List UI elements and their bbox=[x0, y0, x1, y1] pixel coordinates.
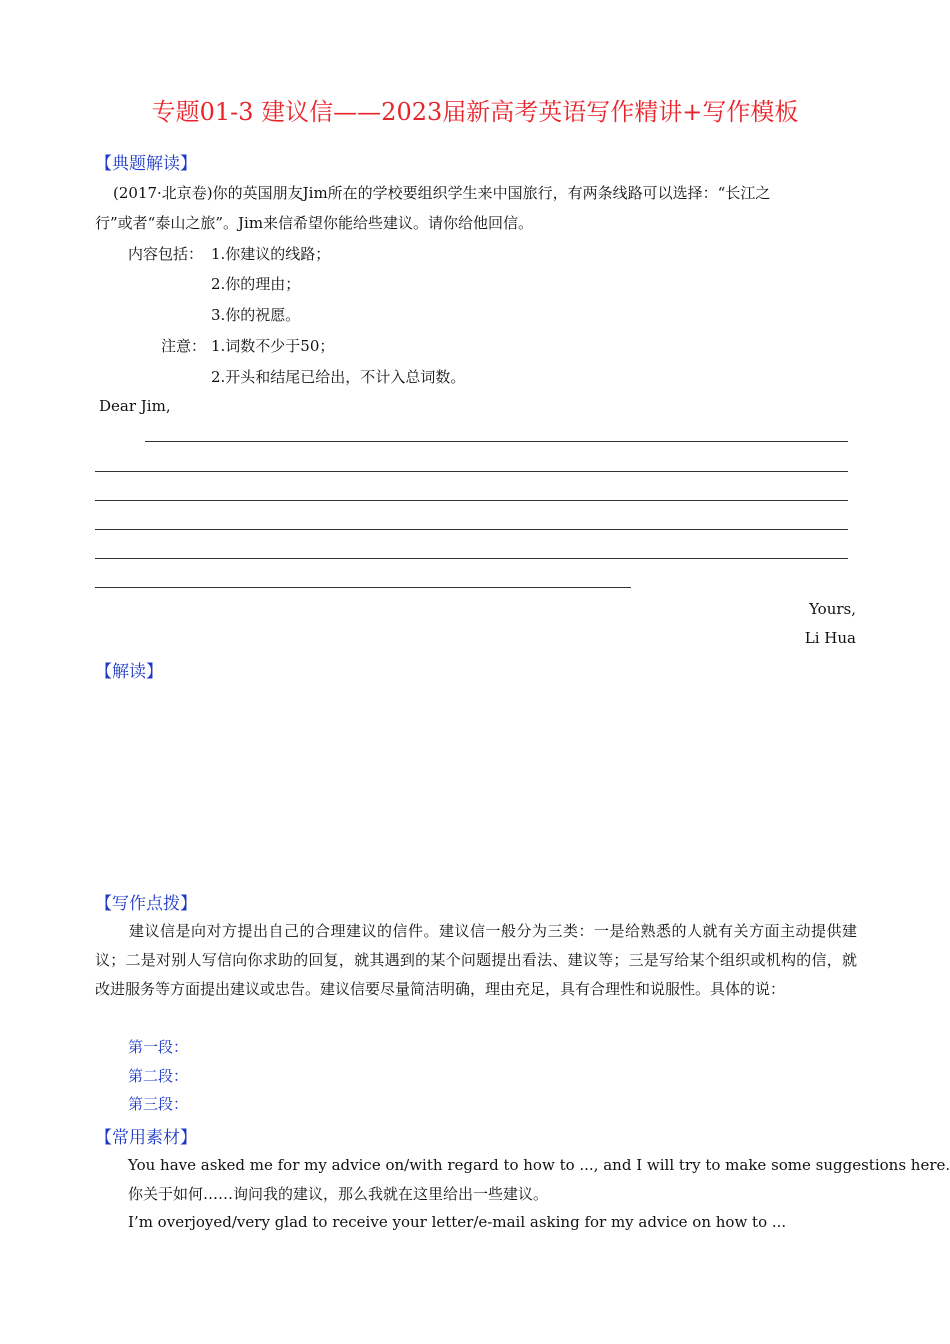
content-item-2: 2.你的理由； bbox=[211, 275, 301, 293]
material-line-3: I’m overjoyed/very glad to receive your letter/e-mail asking for my advice on how to ... bbox=[128, 1213, 787, 1231]
section-heading-xiezuo: 【写作点拨】 bbox=[95, 894, 197, 914]
section-heading-dianti: 【典题解读】 bbox=[95, 154, 197, 174]
para-label-1: 第一段： bbox=[128, 1038, 189, 1056]
note-item-2: 2.开头和结尾已给出，不计入总词数。 bbox=[211, 368, 466, 386]
answer-line bbox=[95, 529, 848, 530]
section-heading-sucai: 【常用素材】 bbox=[95, 1128, 197, 1148]
page-title: 专题01-3 建议信——2023届新高考英语写作精讲+写作模板 bbox=[151, 98, 799, 126]
closing: Yours, bbox=[809, 600, 856, 618]
note-label: 注意： bbox=[161, 337, 207, 355]
section-heading-jiedu: 【解读】 bbox=[95, 662, 163, 682]
note-item-1: 1.词数不少于50； bbox=[211, 337, 335, 355]
answer-line bbox=[95, 558, 848, 559]
content-label: 内容包括： bbox=[128, 245, 204, 263]
salutation: Dear Jim, bbox=[99, 397, 171, 415]
para-label-3: 第三段： bbox=[128, 1095, 189, 1113]
prompt-line-1: (2017·北京卷)你的英国朋友Jim所在的学校要组织学生来中国旅行，有两条线路可以选择：“长江之 bbox=[113, 184, 771, 202]
tips-paragraph: 建议信是向对方提出自己的合理建议的信件。建议信一般分为三类：一是给熟悉的人就有关方面主动提供建议；二是对别人写信向你求助的回复，就其遇到的某个问题提出看法、建议等；三是写给某个组织或机构的信，就改进服务等方面提出建议或忠告。建议信要尽量简洁明确，理由充足，具有合理性和说服性。具体的说： bbox=[95, 922, 857, 998]
material-line-2: 你关于如何……询问我的建议，那么我就在这里给出一些建议。 bbox=[128, 1185, 549, 1203]
answer-line bbox=[95, 471, 848, 472]
answer-line bbox=[95, 587, 631, 588]
para-label-2: 第二段： bbox=[128, 1067, 189, 1085]
content-item-1: 1.你建议的线路； bbox=[211, 245, 331, 263]
signature: Li Hua bbox=[804, 629, 856, 647]
answer-line bbox=[95, 500, 848, 501]
material-line-1: You have asked me for my advice on/with regard to how to ..., and I will try to make some suggestions here. bbox=[128, 1156, 950, 1174]
prompt-line-2: 行”或者“泰山之旅”。Jim来信希望你能给些建议。请你给他回信。 bbox=[95, 214, 534, 232]
content-item-3: 3.你的祝愿。 bbox=[211, 306, 301, 324]
answer-line bbox=[145, 441, 848, 442]
